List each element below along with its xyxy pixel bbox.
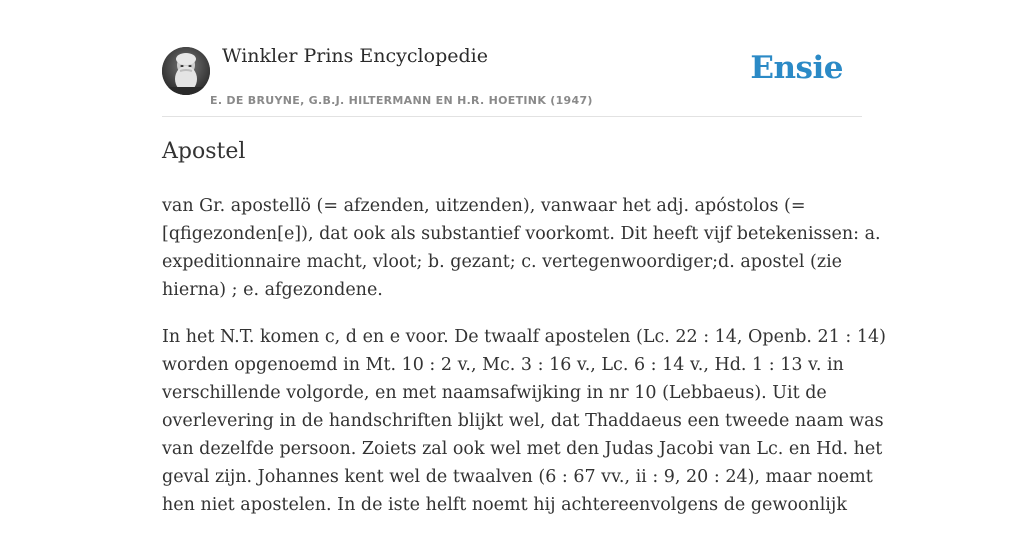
portrait-icon — [162, 47, 210, 95]
text-line: van dezelfde persoon. Zoiets zal ook wel met den Judas Jacobi van Lc. en Hd. het — [162, 439, 883, 459]
page — [162, 0, 886, 515]
text-line: geval zijn. Johannes kent wel de twaalven (6 : 67 vv., ii : 9, 20 : 24), maar noemt — [162, 467, 873, 487]
header — [162, 0, 862, 117]
text-line: expeditionnaire macht, vloot; b. gezant; c. vertegenwoordiger;d. apostel (zie — [162, 252, 843, 272]
text-line: overlevering in de handschriften blijkt wel, dat Thaddaeus een tweede naam was — [162, 411, 884, 431]
article-body — [162, 192, 886, 538]
article-title: Apostel — [162, 139, 246, 164]
brand-logo-link[interactable]: Ensie — [750, 50, 843, 86]
paragraph — [162, 192, 881, 304]
text-line: van Gr. apostellö (= afzenden, uitzenden), vanwaar het adj. apóstolos (= — [162, 196, 806, 216]
text-line: hen niet apostelen. In de iste helft noemt hij achtereenvolgens de gewoonlijk — [162, 495, 847, 515]
text-line: hierna) ; e. afgezondene. — [162, 280, 383, 300]
text-line: worden opgenoemd in Mt. 10 : 2 v., Mc. 3 : 16 v., Lc. 6 : 14 v., Hd. 1 : 13 v. in — [162, 355, 844, 375]
authors-line: E. DE BRUYNE, G.B.J. HILTERMANN EN H.R. HOETINK (1947) — [210, 94, 593, 107]
text-line: In het N.T. komen c, d en e voor. De twaalf apostelen (Lc. 22 : 14, Openb. 21 : 14) — [162, 327, 886, 347]
text-line: verschillende volgorde, en met naamsafwijking in nr 10 (Lebbaeus). Uit de — [162, 383, 827, 403]
author-avatar — [162, 47, 210, 95]
text-line: [qfigezonden[e]), dat ook als substantief voorkomt. Dit heeft vijf betekenissen: a. — [162, 224, 881, 244]
site-title[interactable]: Winkler Prins Encyclopedie — [222, 45, 488, 67]
paragraph — [162, 323, 886, 519]
